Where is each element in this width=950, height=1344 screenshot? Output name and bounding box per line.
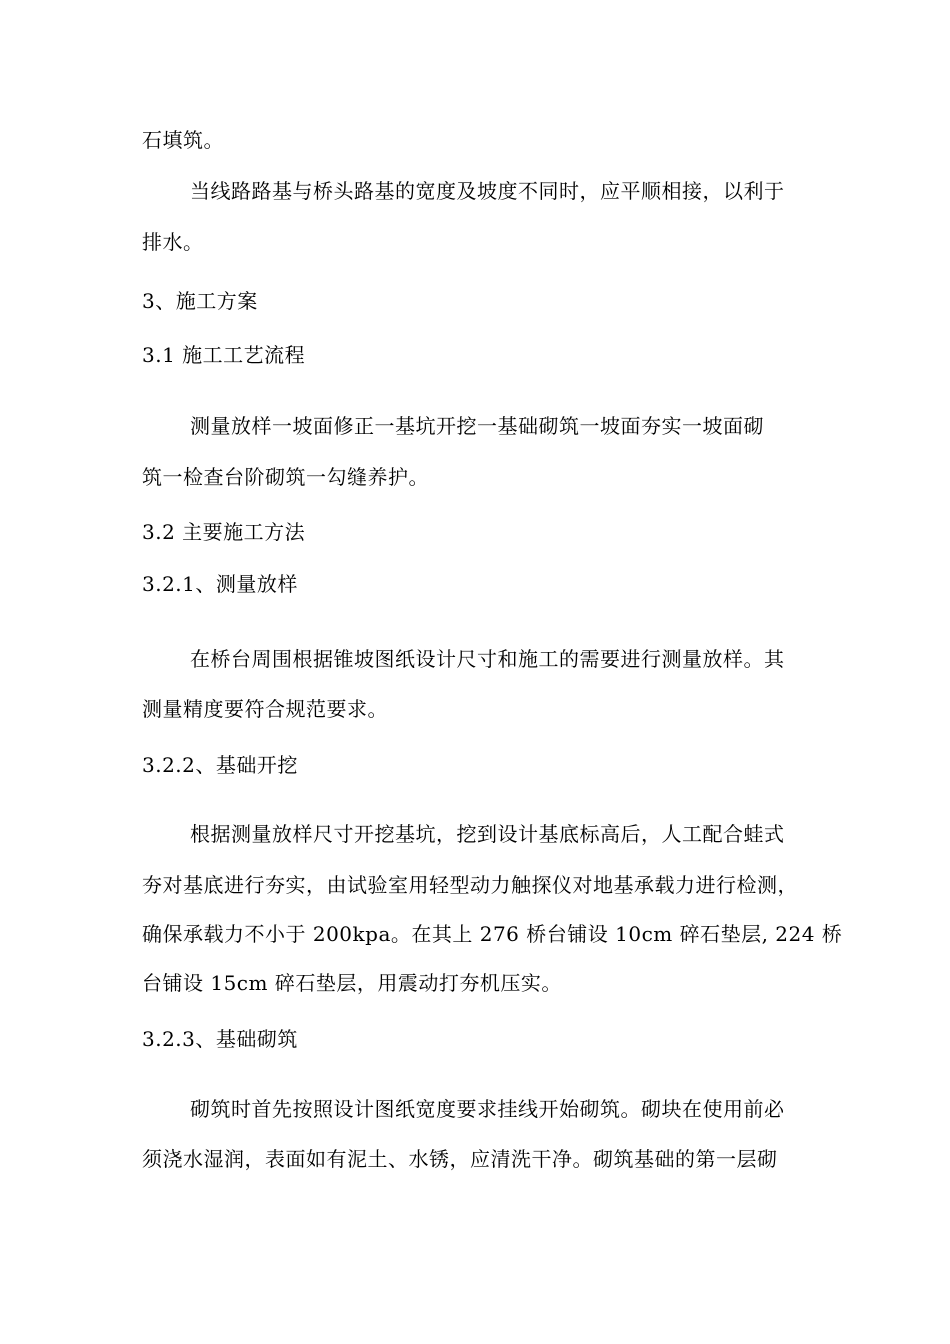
subsection-heading: 3.2.3、基础砌筑 [142, 1027, 298, 1051]
subsection-heading: 3.2.2、基础开挖 [142, 753, 298, 777]
paragraph-line: 砌筑时首先按照设计图纸宽度要求挂线开始砌筑。砌块在使用前必 [190, 1097, 785, 1121]
section-heading: 3、施工方案 [142, 289, 258, 313]
subsection-heading: 3.2.1、测量放样 [142, 572, 298, 596]
paragraph-line: 测量精度要符合规范要求。 [142, 697, 388, 721]
subsection-heading: 3.1 施工工艺流程 [142, 343, 306, 367]
paragraph-line: 筑一检查台阶砌筑一勾缝养护。 [142, 465, 429, 489]
paragraph-line: 台铺设 15cm 碎石垫层，用震动打夯机压实。 [142, 971, 562, 995]
paragraph-line: 石填筑。 [142, 128, 224, 152]
paragraph-line: 确保承载力不小于 200kpa。在其上 276 桥台铺设 10cm 碎石垫层, 224 桥 [142, 922, 843, 946]
paragraph-line: 须浇水湿润，表面如有泥土、水锈，应清洗干净。砌筑基础的第一层砌 [142, 1147, 778, 1171]
paragraph-line: 排水。 [142, 230, 204, 254]
paragraph-line: 在桥台周围根据锥坡图纸设计尺寸和施工的需要进行测量放样。其 [190, 647, 785, 671]
subsection-heading: 3.2 主要施工方法 [142, 520, 306, 544]
paragraph-line: 当线路路基与桥头路基的宽度及坡度不同时，应平顺相接，以利于 [190, 179, 785, 203]
paragraph-line: 测量放样一坡面修正一基坑开挖一基础砌筑一坡面夯实一坡面砌 [190, 414, 764, 438]
paragraph-line: 夯对基底进行夯实，由试验室用轻型动力触探仪对地基承载力进行检测， [142, 873, 798, 897]
paragraph-line: 根据测量放样尺寸开挖基坑，挖到设计基底标高后，人工配合蛙式 [190, 822, 785, 846]
